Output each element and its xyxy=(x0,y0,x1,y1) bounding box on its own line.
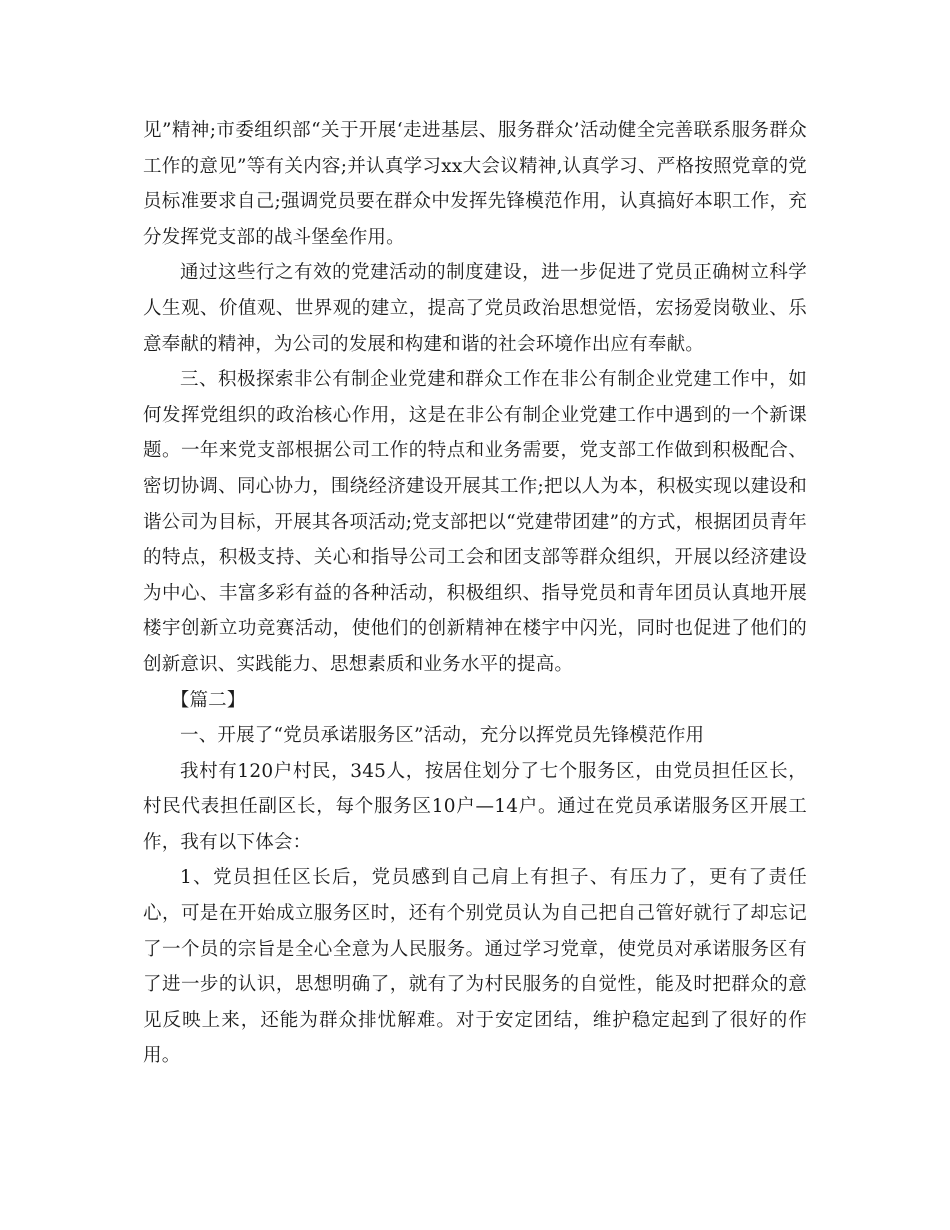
paragraph-section-three: 三、积极探索非公有制企业党建和群众工作在非公有制企业党建工作中，如何发挥党组织的政治核心作用，这是在非公有制企业党建工作中遇到的一个新课题。一年来党支部根据公司工作的特点和业务需要，党支部工作做到积极配合、密切协调、同心协力，围绕经济建设开展其工作;把以人为本，积极实现以建设和谐公司为目标，开展其各项活动;党支部把以“党建带团建”的方式，根据团员青年的特点，积极支持、关心和指导公司工会和团支部等群众组织，开展以经济建设为中心、丰富多彩有益的各种活动，积极组织、指导党员和青年团员认真地开展楼宇创新立功竞赛活动，使他们的创新精神在楼宇中闪光，同时也促进了他们的创新意识、实践能力、思想素质和业务水平的提高。 xyxy=(143,369,807,675)
paragraph-party-building-effect: 通过这些行之有效的党建活动的制度建设，进一步促进了党员正确树立科学人生观、价值观、世界观的建立，提高了党员政治思想觉悟，宏扬爱岗敬业、乐意奉献的精神，为公司的发展和构建和谐的社会环境作出应有奉献。 xyxy=(143,262,807,355)
paragraph-continued: 见”精神;市委组织部“关于开展‘走进基层、服务群众’活动健全完善联系服务群众工作的意见”等有关内容;并认真学习xx大会议精神,认真学习、严格按照党章的党员标准要求自己;强调党员要在群众中发挥先锋模范作用，认真搞好本职工作，充分发挥党支部的战斗堡垒作用。 xyxy=(143,120,807,248)
document-body xyxy=(143,113,807,1074)
paragraph-item-one-title: 一、开展了“党员承诺服务区”活动，充分以挥党员先锋模范作用 xyxy=(180,725,705,747)
section-heading-part-two: 【篇二】 xyxy=(170,689,246,711)
paragraph-village-service-areas: 我村有120户村民，345人，按居住划分了七个服务区，由党员担任区长，村民代表担任副区长，每个服务区10户—14户。通过在党员承诺服务区开展工作，我有以下体会： xyxy=(143,760,807,853)
paragraph-experience-one: 1、党员担任区长后，党员感到自己肩上有担子、有压力了，更有了责任心，可是在开始成立服务区时，还有个别党员认为自己把自己管好就行了却忘记了一个员的宗旨是全心全意为人民服务。通过学习党章，使党员对承诺服务区有了进一步的认识，思想明确了，就有了为村民服务的自觉性，能及时把群众的意见反映上来，还能为群众排忧解难。对于安定团结，维护稳定起到了很好的作用。 xyxy=(143,867,807,1067)
